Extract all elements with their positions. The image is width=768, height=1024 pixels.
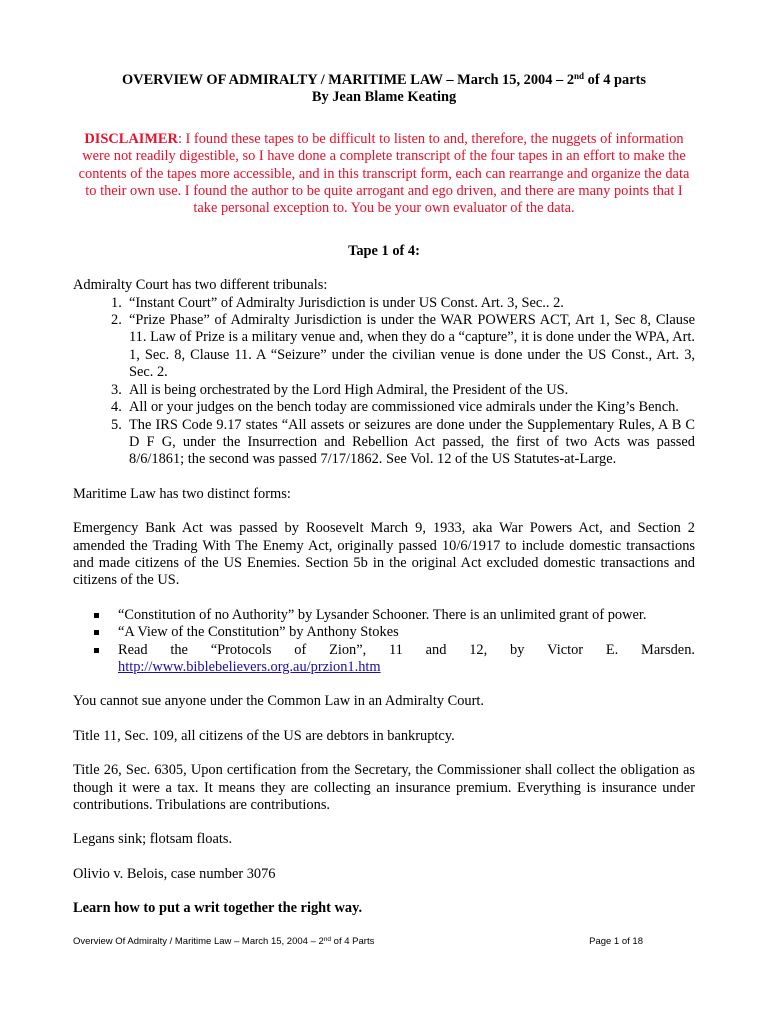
item-text: All is being orchestrated by the Lord High Admiral, the President of the US.	[129, 381, 569, 398]
item-number: 2.	[111, 312, 122, 329]
bullet-text: “Constitution of no Authority” by Lysander Schooner. There is an unlimited grant of power.	[118, 606, 647, 623]
olivio-case-paragraph: Olivio v. Belois, case number 3076	[73, 865, 276, 882]
word: by	[510, 641, 525, 658]
disclaimer-label: DISCLAIMER	[84, 130, 178, 147]
admiralty-numbered-list	[73, 295, 695, 469]
emergency-bank-act-paragraph: Emergency Bank Act was passed by Roosevelt March 9, 1933, aka War Powers Act, and Section 2 amended the Trading With The Enemy Act, originally passed 10/6/1917 to include domestic transactions and made citizens of the US Enemies. Section 5b in the original Act excluded domestic transactions and citizens of the US.	[73, 520, 695, 589]
page-number: Page 1 of 18	[589, 936, 643, 947]
title-26-paragraph: Title 26, Sec. 6305, Upon certification from the Secretary, the Commissioner shall collect the obligation as though it were a tax. It means they are collecting an insurance premium. Everything is insurance under contributions. Tribulations are contributions.	[73, 762, 695, 813]
footer-title	[73, 936, 374, 948]
item-number: 1.	[111, 294, 122, 311]
item-number: 3.	[111, 381, 122, 398]
learn-writ-paragraph: Learn how to put a writ together the right way.	[73, 900, 363, 917]
item-text: “Prize Phase” of Admiralty Jurisdiction is under the WAR POWERS ACT, Art 1, Sec 8, Clause 11. Law of Prize is a military venue and, when they do a “capture”, it is done under the WPA, Art. 1, Sec. 8, Clause 11. A “Seizure” under the civilian venue is done under the US Const., Art. 3, Sec. 2.	[129, 312, 695, 381]
title-11-paragraph: Title 11, Sec. 109, all citizens of the US are debtors in bankruptcy.	[73, 727, 455, 744]
title-text: OVERVIEW OF ADMIRALTY / MARITIME LAW – March 15, 2004 – 2	[121, 72, 575, 88]
title-superscript: nd	[574, 71, 585, 81]
word: 12,	[469, 641, 488, 658]
numbered-item	[73, 382, 695, 399]
maritime-intro: Maritime Law has two distinct forms:	[73, 485, 291, 502]
item-text: All or your judges on the bench today are commissioned vice admirals under the King’s Bench.	[129, 399, 679, 416]
reference-bullet-list	[73, 607, 695, 677]
footer-title-text: Overview Of Admiralty / Maritime Law – March 15, 2004 – 2	[73, 936, 324, 947]
word: the	[170, 641, 188, 658]
word: Marsden.	[641, 641, 695, 658]
word: Read	[118, 641, 148, 658]
numbered-item	[73, 312, 695, 382]
protocols-reference-line	[118, 642, 695, 659]
word: 11	[389, 641, 403, 658]
word: Victor	[547, 641, 584, 658]
title-suffix: of 4 parts	[584, 72, 646, 88]
tape-heading: Tape 1 of 4:	[348, 242, 420, 259]
admiralty-intro: Admiralty Court has two different tribunals:	[73, 277, 328, 294]
item-text: “Instant Court” of Admiralty Jurisdiction is under US Const. Art. 3, Sec.. 2.	[129, 294, 564, 311]
biblebelievers-link[interactable]: http://www.biblebelievers.org.au/przion1.htm	[118, 658, 381, 675]
disclaimer-block	[73, 131, 695, 218]
page-footer	[73, 936, 643, 948]
word: E.	[605, 641, 619, 658]
item-number: 4.	[111, 399, 122, 416]
footer-title-suffix: of 4 Parts	[331, 936, 375, 947]
numbered-item	[73, 417, 695, 469]
square-bullet-icon	[94, 613, 99, 618]
byline: By Jean Blame Keating	[311, 89, 457, 106]
numbered-item	[73, 399, 695, 416]
square-bullet-icon	[94, 648, 99, 653]
word: “Protocols	[210, 641, 272, 658]
legans-paragraph: Legans sink; flotsam floats.	[73, 831, 233, 848]
word: Zion”,	[329, 641, 367, 658]
word: of	[294, 641, 307, 658]
numbered-item	[73, 295, 695, 312]
common-law-paragraph: You cannot sue anyone under the Common Law in an Admiralty Court.	[73, 693, 485, 710]
page-content	[73, 72, 695, 918]
bullet-text: “A View of the Constitution” by Anthony Stokes	[118, 624, 399, 641]
word: and	[425, 641, 447, 658]
disclaimer-text: : I found these tapes to be difficult to listen to and, therefore, the nuggets of information were not readily digestible, so I have done a complete transcript of the four tapes in an effort to make the contents of the tapes more accessible, and in this transcript form, each can rearrange and organize the data to their own use. I found the author to be quite arrogant and ego driven, and there are many points that I take personal exception to. You be your own evaluator of the data.	[78, 130, 690, 217]
footer-superscript: nd	[323, 936, 332, 943]
square-bullet-icon	[94, 630, 99, 635]
bullet-item	[73, 607, 695, 624]
document-title	[73, 72, 695, 89]
bullet-item	[73, 642, 695, 677]
item-text: The IRS Code 9.17 states “All assets or seizures are done under the Supplementary Rules, A B C D F G, under the Insurrection and Rebellion Act passed, the first of two Acts was passed 8/6/1861; the second was passed 7/17/1862. See Vol. 12 of the US Statutes-at-Large.	[129, 416, 695, 468]
bullet-item	[73, 624, 695, 641]
item-number: 5.	[111, 416, 122, 433]
